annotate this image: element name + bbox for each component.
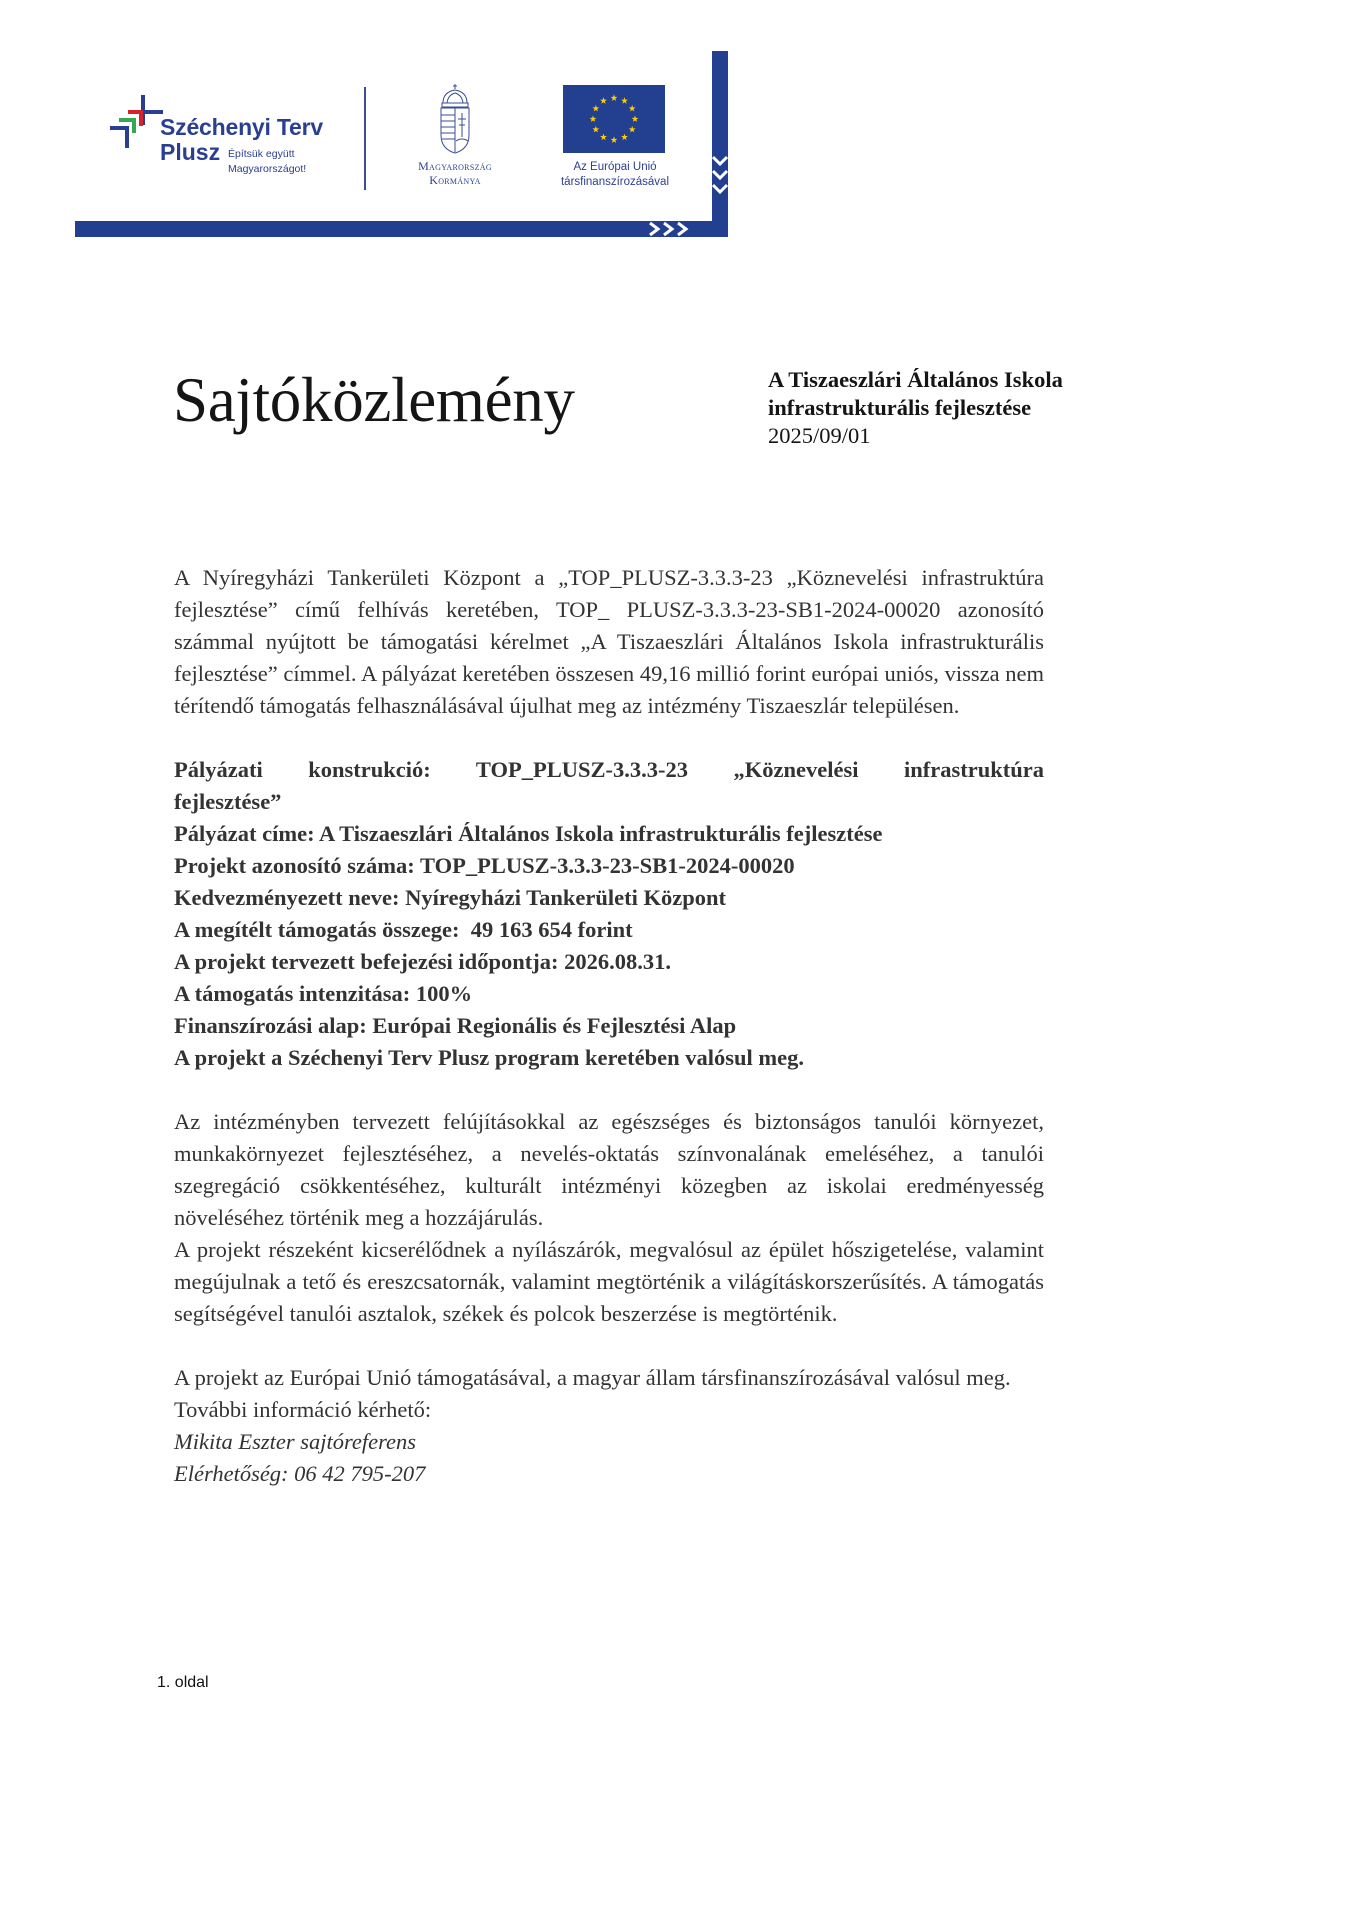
page-title: Sajtóközlemény bbox=[173, 365, 575, 435]
szechenyi-terv-plusz-logo bbox=[108, 93, 348, 188]
logo-divider bbox=[364, 87, 366, 190]
chevron-down-arrows-icon bbox=[712, 155, 728, 203]
description-paragraph-2: A projekt részeként kicserélődnek a nyílászárók, megvalósul az épület hőszigetelése, valamint megújulnak a tető és ereszcsatornák, valamint megtörténik a világításkorszerűsítés. A támogatás segítségével tanulói asztalok, székek és polcok beszerzése is megtörténik. bbox=[174, 1237, 1044, 1326]
eu-star-icon bbox=[590, 115, 597, 122]
detail-construction-cont: fejlesztése” bbox=[174, 789, 282, 814]
eu-star-icon bbox=[600, 134, 607, 141]
eu-logo-text bbox=[540, 160, 690, 189]
detail-project-title: Pályázat címe: A Tiszaeszlári Általános Iskola infrastrukturális fejlesztése bbox=[174, 821, 883, 846]
contact-name: Mikita Eszter sajtóreferens bbox=[174, 1429, 417, 1454]
contact-label: További információ kérhető: bbox=[174, 1397, 432, 1422]
eu-star-icon bbox=[592, 126, 599, 133]
banner-horizontal-bar bbox=[75, 221, 728, 237]
eu-star-icon bbox=[621, 97, 628, 104]
closing-paragraph: A projekt az Európai Unió támogatásával, a magyar állam társfinanszírozásával valósul meg. bbox=[174, 1365, 1011, 1390]
description-paragraph-1: Az intézményben tervezett felújításokkal az egészséges és biztonságos tanulói környezet, munkakörnyezet fejlesztéséhez, a nevelés-oktatás színvonalának emeléséhez, a tanulói szegregáció csökkentéséhez, kulturált intézményi közegben az iskolai eredményesség növeléséhez történik meg a hozzájárulás. bbox=[174, 1109, 1044, 1230]
szechenyi-logo-plus: Plusz bbox=[160, 139, 221, 165]
hungarian-coat-of-arms-icon bbox=[438, 83, 472, 155]
detail-construction: Pályázati konstrukció: TOP_PLUSZ-3.3.3-23 „Köznevelési infrastruktúra bbox=[174, 757, 1044, 782]
project-details bbox=[174, 754, 1044, 1074]
eu-logo-line-2: társfinanszírozásával bbox=[560, 175, 670, 188]
eu-star-icon bbox=[600, 97, 607, 104]
szechenyi-cross-icon bbox=[108, 93, 168, 153]
hungarian-government-logo bbox=[395, 83, 515, 193]
eu-star-icon bbox=[629, 126, 636, 133]
eu-star-icon bbox=[611, 94, 618, 101]
banner-vertical-bar bbox=[712, 51, 728, 237]
intro-paragraph: A Nyíregyházi Tankerületi Központ a „TOP_PLUSZ-3.3.3-23 „Köznevelési infrastruktúra fejlesztése” című felhívás keretében, TOP_ PLUSZ-3.3.3-23-SB1-2024-00020 azonosító számmal nyújtott be támogatási kérelmet „A Tiszaeszlári Általános Iskola infrastrukturális fejlesztése” címmel. A pályázat keretében összesen 49,16 millió forint európai uniós, vissza nem térítendő támogatás felhasználásával újulhat meg az intézmény Tiszaeszlár településen. bbox=[174, 565, 1044, 718]
eu-star-icon bbox=[632, 115, 639, 122]
paragraph-spacer bbox=[174, 722, 1044, 754]
szechenyi-logo-slogan bbox=[228, 147, 306, 177]
detail-beneficiary: Kedvezményezett neve: Nyíregyházi Tankerületi Központ bbox=[174, 885, 726, 910]
slogan-line-1: Építsük együtt bbox=[228, 148, 295, 160]
detail-program: A projekt a Széchenyi Terv Plusz program keretében valósul meg. bbox=[174, 1045, 804, 1070]
project-title-line-1: A Tiszaeszlári Általános Iskola bbox=[768, 367, 1063, 392]
chevron-right-arrows-icon bbox=[648, 221, 700, 237]
page-number: 1. oldal bbox=[157, 1674, 209, 1691]
eu-star-icon bbox=[629, 105, 636, 112]
szechenyi-logo-title: Széchenyi Terv bbox=[160, 114, 323, 140]
eu-flag-icon bbox=[563, 85, 665, 153]
detail-grant-amount: A megítélt támogatás összege: 49 163 654 forint bbox=[174, 917, 633, 942]
header-banner bbox=[0, 0, 760, 250]
paragraph-spacer bbox=[174, 1330, 1044, 1362]
title-meta bbox=[768, 366, 1063, 450]
government-logo-text bbox=[395, 159, 515, 187]
government-logo-line-1: Magyarország bbox=[418, 159, 492, 173]
detail-intensity: A támogatás intenzitása: 100% bbox=[174, 981, 473, 1006]
eu-logo-line-1: Az Európai Unió bbox=[573, 161, 657, 173]
eu-cofinancing-logo bbox=[540, 85, 690, 195]
eu-stars bbox=[563, 85, 665, 153]
eu-star-icon bbox=[611, 136, 618, 143]
detail-fund: Finanszírozási alap: Európai Regionális és Fejlesztési Alap bbox=[174, 1013, 737, 1038]
eu-star-icon bbox=[621, 134, 628, 141]
release-date: 2025/09/01 bbox=[768, 423, 871, 448]
detail-completion-date: A projekt tervezett befejezési időpontja: 2026.08.31. bbox=[174, 949, 671, 974]
government-logo-line-2: Kormánya bbox=[429, 173, 481, 187]
paragraph-spacer bbox=[174, 1074, 1044, 1106]
detail-project-id: Projekt azonosító száma: TOP_PLUSZ-3.3.3-23-SB1-2024-00020 bbox=[174, 853, 795, 878]
eu-star-icon bbox=[592, 105, 599, 112]
slogan-line-2: Magyarországot! bbox=[228, 163, 307, 175]
project-title-line-2: infrastrukturális fejlesztése bbox=[768, 395, 1032, 420]
document-body bbox=[174, 562, 1044, 1490]
contact-phone: Elérhetőség: 06 42 795-207 bbox=[174, 1461, 426, 1486]
